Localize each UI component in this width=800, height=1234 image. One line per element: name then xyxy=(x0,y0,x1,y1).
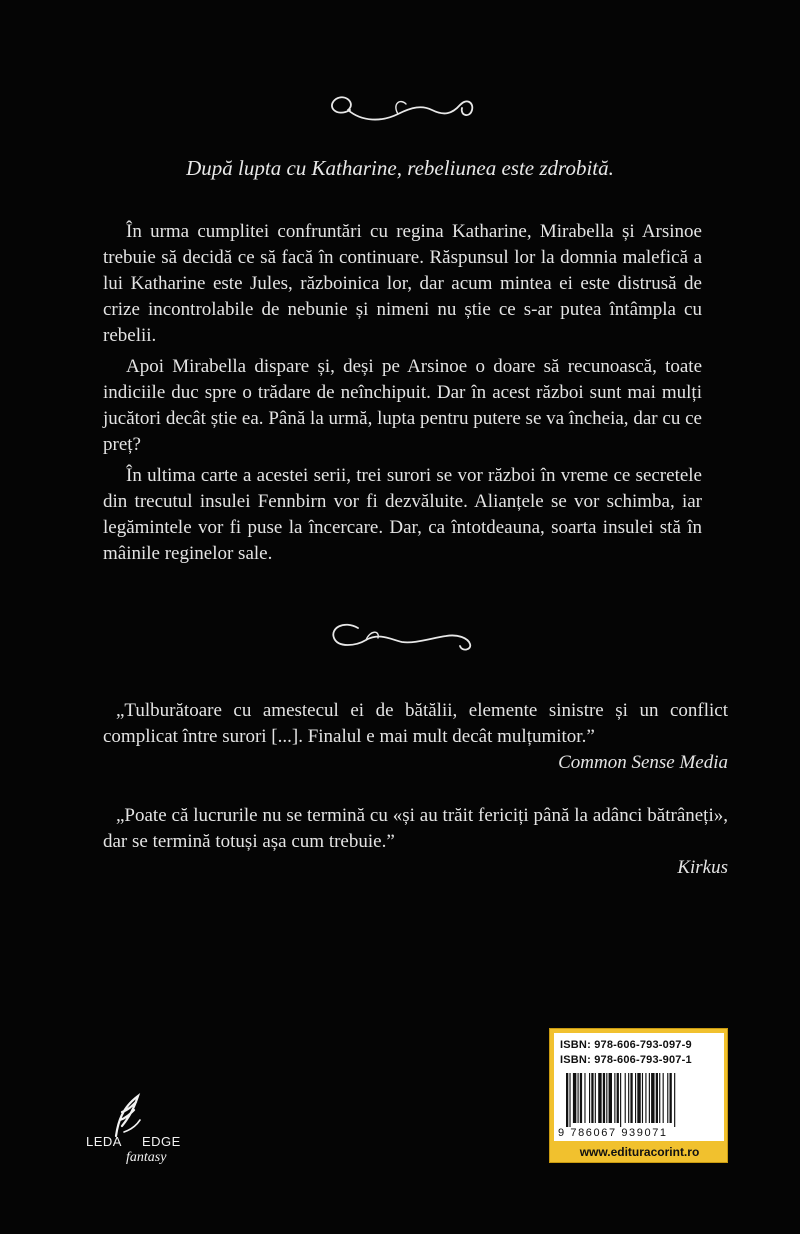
quote-text: „Poate că lucrurile nu se termină cu «și au trăit fericiți până la adânci bătrâneți», dar se termină totuși așa cum trebuie.” xyxy=(103,805,728,852)
barcode-bar xyxy=(595,1073,596,1123)
review-quote xyxy=(103,803,728,881)
review-quote xyxy=(103,698,728,776)
barcode-bar xyxy=(620,1073,621,1127)
isbn-box xyxy=(549,1028,728,1163)
tagline: După lupta cu Katharine, rebeliunea este zdrobită. xyxy=(186,156,614,180)
barcode-bar xyxy=(566,1073,568,1127)
blurb-paragraph: Apoi Mirabella dispare și, deși pe Arsinoe o doare să recunoască, toate indiciile duc spre o trădare de neînchipuit. Dar în acest război sunt mai mulți jucători decât știe ea. Până la urmă, lupta pentru putere se va încheia, dar cu ce preț? xyxy=(103,356,702,455)
barcode-bar xyxy=(659,1073,660,1123)
blurb-paragraph: În ultima carte a acestei serii, trei surori se vor război în vreme ce secretele din trecutul insulei Fennbirn vor fi dezvăluite. Alianțele se vor schimba, iar legămintele vor fi puse la încercare. Dar, ca întotdeauna, soarta insulei stă în mâinile reginelor sale. xyxy=(103,465,702,564)
quote-source: Common Sense Media xyxy=(558,752,728,773)
barcode-bar xyxy=(674,1073,675,1127)
swirl-ornament-icon xyxy=(322,88,478,128)
logo-subtitle: fantasy xyxy=(126,1150,167,1165)
blurb xyxy=(103,219,702,567)
barcode-bar xyxy=(663,1073,664,1123)
barcode-bar xyxy=(606,1073,607,1123)
barcode-bar xyxy=(625,1073,626,1123)
barcode-bar xyxy=(670,1073,672,1123)
barcode-digits: 9 786067 939071 xyxy=(558,1127,668,1139)
barcode-bar xyxy=(580,1073,582,1123)
barcode-bar xyxy=(591,1073,593,1123)
quote-source: Kirkus xyxy=(677,857,728,878)
barcode-bar xyxy=(603,1073,605,1123)
barcode-bar xyxy=(635,1073,636,1123)
barcode-bar xyxy=(667,1073,668,1123)
isbn-line: ISBN: 978-606-793-907-1 xyxy=(560,1054,692,1066)
barcode-bar xyxy=(617,1073,619,1123)
barcode-icon xyxy=(558,1073,720,1127)
barcode-bar xyxy=(573,1073,576,1123)
publisher-logo xyxy=(86,1088,206,1178)
barcode-bar xyxy=(589,1073,590,1123)
barcode-bar xyxy=(609,1073,612,1123)
barcode-bar xyxy=(645,1073,646,1123)
logo-right-word: EDGE xyxy=(142,1134,181,1149)
blurb-paragraph: În urma cumplitei confruntări cu regina Katharine, Mirabella și Arsinoe trebuie să decidă ce să facă în continuare. Răspunsul lor la domnia malefică a lui Katharine este Jules, războinica lor, dar acum mintea ei este distrusă de crize incontrolabile de nebunie și nimeni nu știe ce s-ar putea întâmpla cu rebelii. xyxy=(103,221,702,346)
feather-icon xyxy=(108,1092,148,1138)
barcode-bar xyxy=(637,1073,640,1123)
barcode-panel xyxy=(554,1033,724,1141)
barcode-bar xyxy=(656,1073,658,1123)
barcode-bar xyxy=(642,1073,643,1123)
barcode-bar xyxy=(584,1073,585,1123)
quote-text: „Tulburătoare cu amestecul ei de bătălii, elemente sinistre și un conflict complicat între surori [...]. Finalul e mai mult decât mulțumitor.” xyxy=(103,700,728,747)
publisher-website: www.edituracorint.ro xyxy=(579,1145,700,1159)
isbn-line: ISBN: 978-606-793-097-9 xyxy=(560,1039,692,1051)
barcode-bar xyxy=(578,1073,579,1123)
barcode-bar xyxy=(630,1073,632,1123)
barcode-bar xyxy=(649,1073,650,1123)
barcode-bar xyxy=(651,1073,654,1123)
swirl-ornament-icon xyxy=(322,614,478,654)
barcode-bar xyxy=(628,1073,629,1123)
logo-left-word: LEDA xyxy=(86,1134,122,1149)
barcode-bar xyxy=(569,1073,570,1127)
barcode-bar xyxy=(598,1073,601,1123)
barcode-bar xyxy=(614,1073,615,1123)
